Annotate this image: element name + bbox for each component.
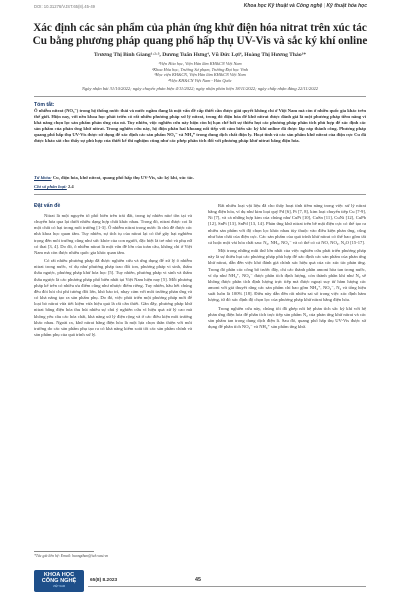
keywords-value: Cu, điện hóa, khử nitrat, quang phổ hấp thụ UV-Vis, sắc ký khí, xúc tác.	[52, 175, 195, 180]
classification-label: Chỉ số phân loại:	[34, 184, 67, 189]
paragraph: Nitrat là một nguyên tố phổ biến trên trái đất, trong tự nhiên nitơ tồn tại và chuyển hóa qua lại dưới nhiều dạng hợp chất khác nhau. Trong đó, nitrat được coi là một chất có hại trong môi trường [1-3]. Ô nhiễm nitrat trong nước là chủ đề được các nhà khoa học quan tâm. Tuy nhiên, sự tích tụ của nitrat lại có thể gây hại nghiêm trọng đến môi trường cũng như sức khỏe của con người, đặc biệt là trẻ nhỏ và phụ nữ có thai [3, 4]. Do đó, ô nhiễm nitrat là một vấn đề lớn của toàn cầu, không chỉ ở Việt Nam mà còn được nhiều quốc gia khác quan tâm.	[34, 213, 192, 255]
logo-subtext: VIỆT NAM	[52, 585, 66, 588]
article-title	[30, 22, 370, 48]
corresponding-author-footnote: *Tác giả liên hệ: Email: huongthao@ich.vast.vn	[34, 554, 109, 558]
title-line-2: Cu bằng phương pháp quang phổ hấp thụ UV-Vis và sắc ký khí online	[32, 35, 368, 47]
classification	[34, 184, 366, 189]
left-column	[34, 213, 192, 338]
footer-rule	[88, 586, 366, 587]
author-list: Trương Thị Bình Giang¹·²·³, Dương Tuấn Hưng⁴, Vũ Đức Lợi⁴, Hoàng Thị Hương Thảo¹*	[93, 52, 307, 58]
issue-number: 65(8) 8.2023	[90, 578, 118, 583]
keywords	[34, 175, 366, 180]
affiliation-4: ⁴Viện KH&CN Việt Nam - Hàn Quốc	[168, 77, 232, 83]
title-line-1: Xác định các sản phẩm của phản ứng khử điện hóa nitrat trên xúc tác	[33, 22, 367, 34]
submission-dates: Ngày nhận bài 31/10/2022; ngày chuyển phản biện 4/11/2022; ngày nhận phản biện 18/11/2022; ngày chấp nhận đăng 22/11/2022	[82, 86, 318, 91]
paragraph: Một trong những mũi thử lớn nhất của việc nghiên cứu phát triển phương pháp này là sự thiếu hụt các phương pháp phù hợp để xác định các sản phẩm của phản ứng khử nitrat, dẫn đến việc khó đánh giá chính xác hiệu quả của các xúc tác phản ứng. Trong đó phân các công bố trước đây, chỉ các thành phần amoni hòa tan trong nước, ví dụ như NH₄⁺, NO₂⁻ được phân tích định lượng, còn thành phần khí như N₂ sẽ không được phân tích định lượng trực tiếp mà được ngoại suy từ hàm lượng các amoni với giả thuyết rằng các sản phẩm chỉ bao gồm NH₄⁺, NO₂⁻, N₂ và tổng hiệu suất luôn là 100% [18]. Điều này dẫn đến rất nhiều sai số trong việc xác định hàm lượng, từ đó xác định độ chọn lọc của phương pháp khử nitrat bằng điện hóa.	[208, 248, 366, 303]
affiliation-1: ¹Viện Hóa học, Viện Hàn lâm KH&CN Việt Nam	[158, 61, 242, 66]
keywords-label: Từ khóa:	[34, 175, 52, 180]
right-column	[208, 203, 366, 330]
doi-text: DOI: 10.31276/VJST.65(8).45-49	[34, 4, 95, 9]
classification-value: 2.4	[67, 184, 74, 189]
paragraph: Rất nhiều loại vật liệu đã cho thấy hoạt tính tiềm năng trong việc xử lý nitrat bằng điện hóa, ví dụ như kim loại quý Pd [6], Pt [7, 8], kim loại chuyển tiếp Cu [7-9], Ni [7], và cả những hợp kim của chúng như CuPt [10], CuSn [11], CuNi [12], CuPb [12], SnPt [13], SnPd [13, 14]. Phản ứng khử nitrat trên bề mặt điện cực có thể tạo ra nhiều sản phẩm với độ chọn lọc khác nhau tùy thuộc vào điều kiện phản ứng, cũng như bản chất của điện cực. Các sản phẩm của quá trình khử nitrat có thể bao gồm tất cả hoặc một vài hóa chất sau: N₂, NH₃, NO₂⁻ và có thể có cả NO, NO₂, N₂O [15-17].	[208, 203, 366, 245]
paragraph: Trong nghiên cứu này, chúng tôi đã ghép nối hệ phản tích sắc ký khí với hệ phản ứng điện hóa để phân tích trực tiếp sản phẩm N₂ của phản ứng khử nitrat và các sản phẩm tan trong dung dịch điện li. Sau đó, quang phổ hấp thụ UV-Vis được sử dụng để phân tích NO₂⁻ và NH₄⁺ sản phẩm ứng khử.	[208, 305, 366, 329]
section-name: Kỹ thuật hóa học	[326, 3, 367, 9]
logo-text: KHOA HỌC CÔNG NGHỆ	[41, 572, 77, 584]
divider	[34, 96, 366, 97]
divider	[34, 194, 366, 195]
journal-name: Khoa học Kỹ thuật và Công nghệ	[243, 3, 323, 9]
journal-section-header: Khoa học Kỹ thuật và Công nghệ | Kỹ thuật hóa học	[243, 3, 367, 9]
footnote-rule	[34, 551, 94, 552]
page-number: 45	[195, 577, 201, 583]
abstract-heading: Tóm tắt:	[34, 102, 55, 108]
affiliation-2: ²Khoa Hóa học, Trường Sư phạm, Trường Đại học Vinh	[151, 66, 249, 72]
intro-heading: Đặt vấn đề	[34, 203, 61, 209]
affiliations	[30, 61, 370, 83]
affiliation-3: ³Học viện KH&CN, Viện Hàn lâm KH&CN Việt Nam	[154, 72, 246, 78]
paragraph: Có rất nhiều phương pháp đã được nghiên cứu và ứng dụng để xử lý ô nhiễm nitrat trong nước, ví dụ như phương pháp trao đổi ion, phương pháp vi sinh, thẩm thấu ngược, phương pháp khử hóa học [5]. Tuy nhiên, phương pháp vi sinh và thẩm thấu ngược là các phương pháp phổ biến nhất tại Việt Nam hiện nay [5]. Mỗi phương pháp kể trên có nhiều ưu điểm cũng như nhược điểm riêng. Tuy nhiên, hầu hết chúng đều đòi hỏi chi phí tương đối lớn, khó bảo trì, nhạy cảm với môi trường phản ứng và có khả năng tạo ra sản phẩm phụ. Do đó, việc phát triển một phương pháp mới để loại bỏ nitrat vừa tiết kiệm vừa hiệu quả là rất cần thiết. Gần đây, phương pháp khử nitrat bằng điện hóa thu hút nhiều sự chú ý nghiên cứu vì hiệu quả xử lý cao mà không yêu cầu các hóa chất, khả năng xử lý điện rộng và ở các điều kiện môi trường khác nhau. Ngoài ra, khử nitrat bằng điện hóa là một lựa chọn thân thiện với môi trường do các sản phẩm phụ tạo ra có khả năng kiểm soát tốt các sản phẩm chính và sản phẩm phụ của quá trình xử lý.	[34, 258, 192, 337]
abstract-text: Ô nhiễm nitrat (NO₃⁻) trong hệ thống nước thải và nước ngầm đang là một vấn đề cấp thiết cần được giải quyết không chỉ ở Việt Nam mà còn ở nhiều quốc gia khác trên thế giới. Hiện nay, với nền khoa học phát triển có rất nhiều phương pháp xử lý nitrat, trong đó điện hóa để khử nitrat được đánh giá là một phương pháp tiềm năng vì khả năng chọn lọc sản phẩm phản ứng của nó. Tuy nhiên, việc nghiên cứu này hiện còn bị hạn chế bởi sự thiếu hụt các phương pháp phân tích phù hợp để xác định các sản phẩm của phản ứng khử nitrat. Trong nghiên cứu này, hệ điện phân hai khoang nối tiếp với cảm biến sắc ký khí online đã được lắp ráp thành công. Phương pháp quang phổ hấp thụ UV-Vis được sử dụng để xác định các sản phẩm NO₂⁻ và NH₄⁺ trong dung dịch chất điện ly. Hoạt tính và các sản phẩm khử nitrat của điện cực Cu đã được khảo sát cho thấy sự phù hợp của thiết kế thí nghiệm cũng như các phép phân tích đối với phương pháp khử nitrat bằng điện hóa.	[34, 108, 366, 144]
running-header	[0, 0, 400, 14]
page-footer	[0, 566, 400, 600]
